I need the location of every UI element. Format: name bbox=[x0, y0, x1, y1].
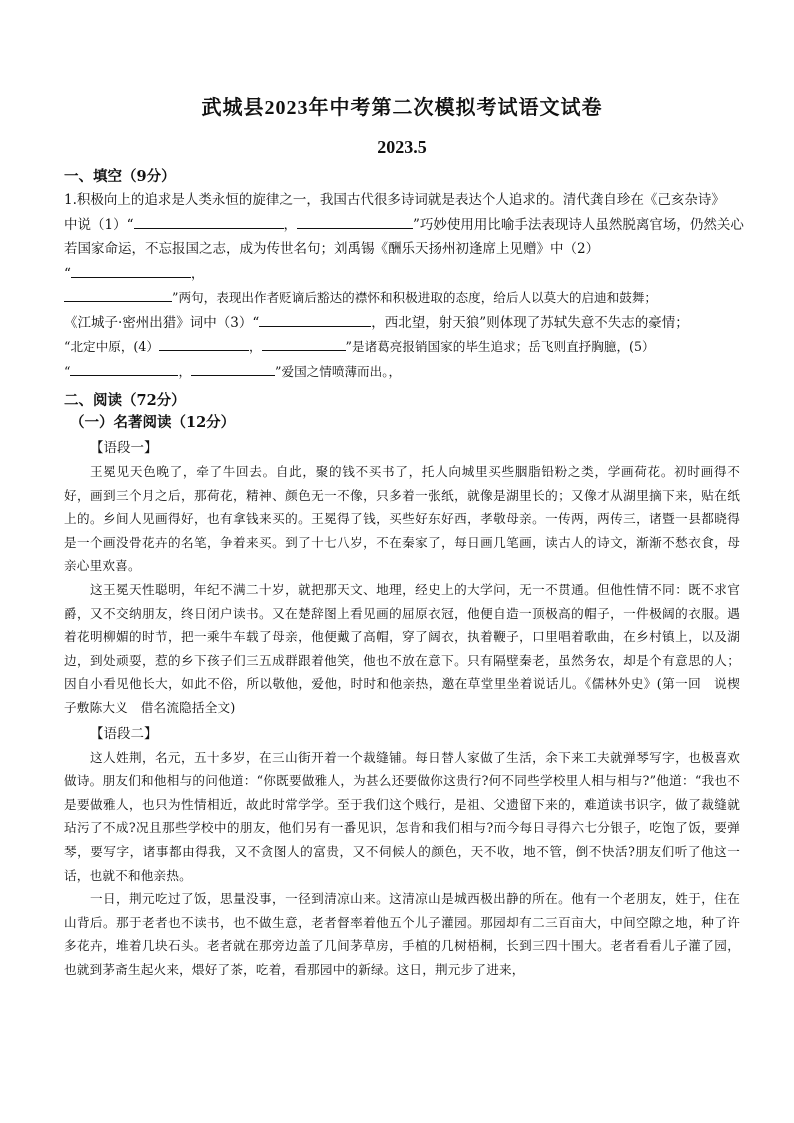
answer-blank-3[interactable] bbox=[259, 311, 371, 327]
answer-blank-1b[interactable] bbox=[297, 213, 413, 229]
question-1-line-6: 《江城子·密州出猎》词中（3）“ ，西北望，射天狼”则体现了苏轼失意不失志的豪情； bbox=[64, 311, 740, 336]
answer-blank-5a[interactable] bbox=[70, 360, 178, 376]
question-1-line-2: 中说（1）“ ， ”巧妙使用用比喻手法表现诗人虽然脱离官场，仍然关心 bbox=[64, 213, 740, 238]
passage-2-label: 【语段二】 bbox=[90, 725, 158, 742]
exam-title: 武城县2023年中考第二次模拟考试语文试卷 bbox=[201, 97, 603, 119]
answer-blank-2b[interactable] bbox=[64, 286, 172, 302]
question-1 bbox=[64, 188, 744, 384]
section-reading-heading: 二、阅读（72分） bbox=[64, 392, 186, 409]
question-1-line-3: 若国家命运，不忘报国之志，成为传世名句；刘禹锡《酬乐天扬州初逢席上见赠》中（2） bbox=[64, 241, 600, 257]
passage-2-paragraph-2: 一日，荆元吃过了饭，思量没事，一径到清凉山来。这清凉山是城西极出静的所在。他有一个老朋友，姓于，住在山背后。那于老者也不读书，也不做生意，老者督率着他五个儿子灌园。那园却有二三百亩大，中间空隙之地，种了许多花卉，堆着几块石头。老者就在那旁边盖了几间茅草房，手植的几树梧桐，长到三四十围大。老者看看儿子灌了园，也就到茅斋生起火来，煨好了茶，吃着，看那园中的新绿。这日，荆元步了进来， bbox=[64, 891, 740, 977]
exam-date: 2023.5 bbox=[377, 137, 427, 157]
answer-blank-4a[interactable] bbox=[159, 335, 249, 351]
question-1-line-5: ”两句，表现出作者贬谪后豁达的襟怀和积极进取的态度，给后人以莫大的启迪和鼓舞； bbox=[64, 286, 740, 311]
question-1-line-4: “ ， bbox=[64, 262, 740, 287]
section-fill-blank-heading: 一、填空（9分） bbox=[64, 168, 176, 185]
passage-2-paragraph-1: 这人姓荆，名元，五十多岁，在三山街开着一个裁缝铺。每日替人家做了生活，余下来工夫就弹琴写字，也极喜欢做诗。朋友们和他相与的问他道：“你既要做雅人，为甚么还要做你这贵行?何不同些学校里人相与相与?”他道：“我也不是要做雅人，也只为性情相近，故此时常学学。至于我们这个贱行，是祖、父遗留下来的，难道读书识字，做了裁缝就玷污了不成?况且那些学校中的朋友，他们另有一番见识，怎肯和我们相与?而今每日寻得六七分银子，吃饱了饭，要弹琴，要写字，诸事都由得我，又不贪图人的富贵，又不伺候人的颜色，天不收，地不管，倒不快活?朋友们听了他这一话，也就不和他亲热。 bbox=[64, 749, 740, 883]
question-1-line-1: 1.积极向上的追求是人类永恒的旋律之一，我国古代很多诗词就是表达个人追求的。清代龚自珍在《己亥杂诗》 bbox=[64, 192, 725, 208]
passage-1-paragraph-1: 王冕见天色晚了，牵了牛回去。自此，聚的钱不买书了，托人向城里买些胭脂铅粉之类，学画荷花。初时画得不好，画到三个月之后，那荷花，精神、颜色无一不像，只多着一张纸，就像是湖里长的；又像才从湖里摘下来，贴在纸上的。乡间人见画得好，也有拿钱来买的。王冕得了钱，买些好东好西，孝敬母亲。一传两，两传三，诸暨一县都晓得是一个画没骨花卉的名笔，争着来买。到了十七八岁，不在秦家了，每日画几笔画，读古人的诗文，渐渐不愁衣食，母亲心里欢喜。 bbox=[64, 464, 740, 574]
classic-reading-heading: （一）名著阅读（12分） bbox=[70, 414, 236, 431]
passage-1-label: 【语段一】 bbox=[90, 440, 158, 456]
question-1-line-7: “北定中原，(4） ， ”是诸葛亮报销国家的毕生追求；岳飞则直抒胸臆，(5） bbox=[64, 335, 740, 360]
answer-blank-5b[interactable] bbox=[191, 360, 275, 376]
passage-1-paragraph-2: 这王冕天性聪明，年纪不满二十岁，就把那天文、地理，经史上的大学问，无一不贯通。但他性情不同：既不求官爵，又不交纳朋友，终日闭户读书。又在楚辞图上看见画的屈原衣冠，他便自造一顶极高的帽子，一件极阔的衣服。遇着花明柳媚的时节，把一乘牛车载了母亲，他便戴了高帽，穿了阔衣，执着鞭子，口里唱着歌曲，在乡村镇上，以及湖边，到处顽耍，惹的乡下孩子们三五成群跟着他笑，他也不放在意下。只有隔壁秦老，虽然务农，却是个有意思的人；因自小看见他长大，如此不俗，所以敬他，爱他，时时和他亲热，邀在草堂里坐着说话儿。《儒林外史》(第一回 说楔子敷陈大义 借名流隐括全文) bbox=[64, 581, 740, 715]
answer-blank-2a[interactable] bbox=[71, 262, 191, 278]
exam-page bbox=[64, 94, 744, 981]
answer-blank-1a[interactable] bbox=[134, 213, 284, 229]
answer-blank-4b[interactable] bbox=[262, 335, 346, 351]
question-1-line-8: “ ， ”爱国之情喷薄而出。， bbox=[64, 360, 740, 385]
